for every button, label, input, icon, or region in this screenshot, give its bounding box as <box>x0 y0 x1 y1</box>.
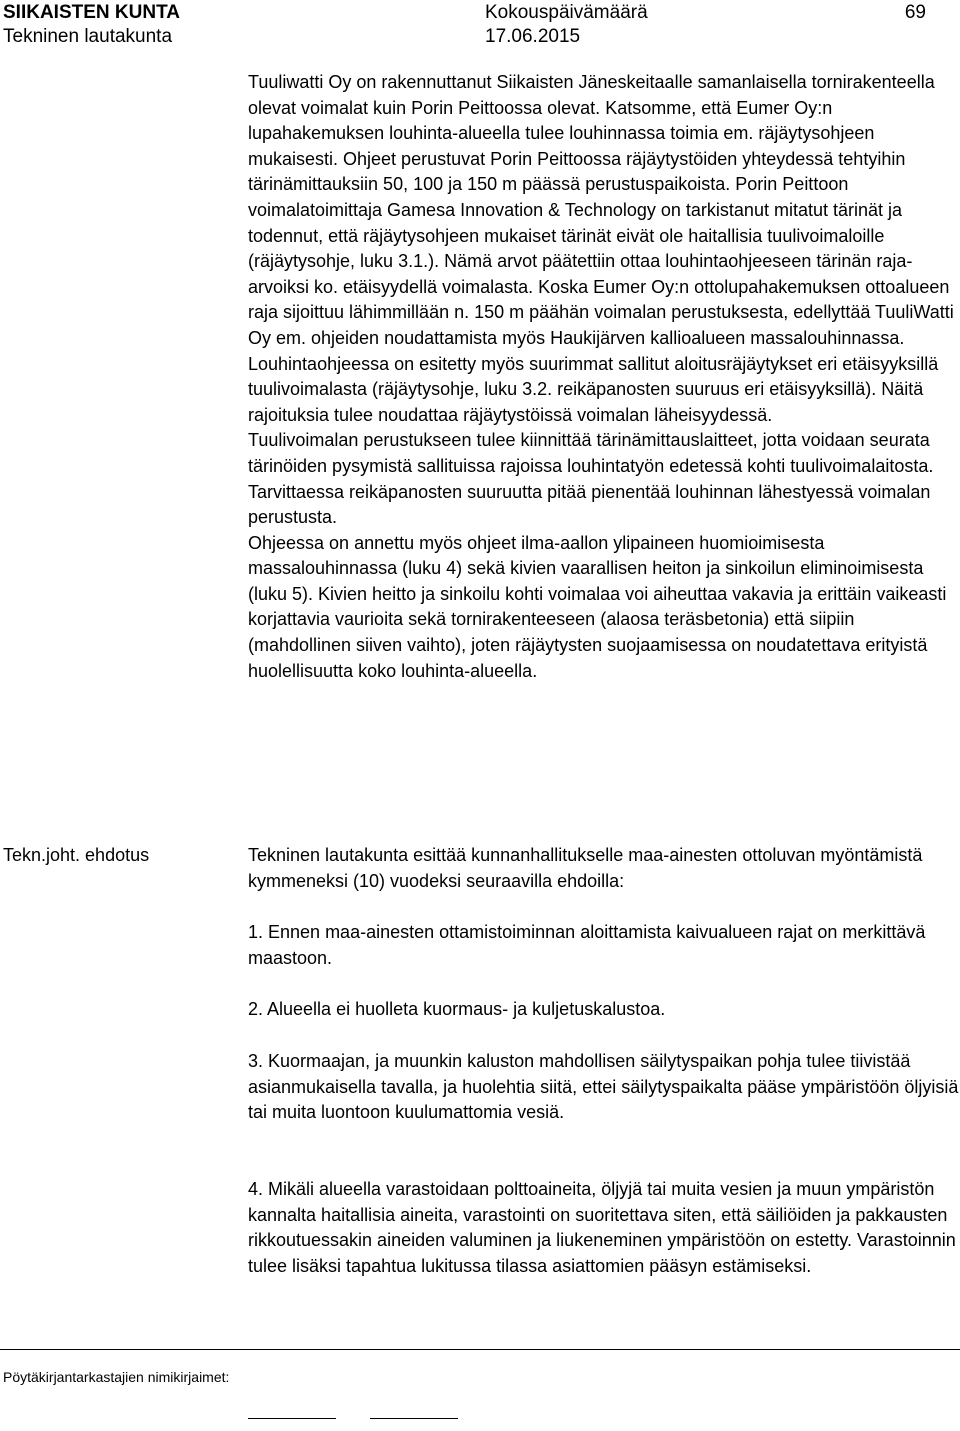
meeting-date: 17.06.2015 <box>485 26 581 47</box>
condition-item-1: 1. Ennen maa-ainesten ottamistoiminnan aloittamista kaivualueen rajat on merkittävä maastoon. <box>248 922 926 968</box>
organization-name: SIIKAISTEN KUNTA <box>3 2 180 23</box>
footer-divider <box>0 1349 960 1350</box>
main-text-block <box>248 70 960 684</box>
proposal-label: Tekn.joht. ehdotus <box>3 845 150 865</box>
proposal-intro-text: Tekninen lautakunta esittää kunnanhallitukselle maa-ainesten ottoluvan myöntämistä kymmeneksi (10) vuodeksi seuraavilla ehdoilla: <box>248 845 923 891</box>
minutes-checkers-label: Pöytäkirjantarkastajien nimikirjaimet: <box>3 1369 230 1385</box>
paragraph-tarinamittaus: Tuulivoimalan perustukseen tulee kiinnittää tärinämittauslaitteet, jotta voidaan seurata tärinöiden pysymistä sallituissa rajoissa louhintatyön edetessä kohti tuulivoimalaitosta. Tarvittaessa reikäpanosten suuruutta pitää pienentää louhinnan lähestyessä voimalan perustusta. <box>248 430 934 528</box>
page-number: 69 <box>904 2 926 23</box>
paragraph-aloitusrajaytykset: Louhintaohjeessa on esitetty myös suurimmat sallitut aloitusräjäytykset eri etäisyyksillä tuulivoimalasta (räjäytysohje, luku 3.2. reikäpanosten suuruus eri etäisyyksillä). Näitä rajoituksia tulee noudattaa räjäytystöissä voimalan läheisyydessä. <box>248 353 939 425</box>
signature-line-2 <box>370 1418 458 1419</box>
paragraph-ilma-aalto: Ohjeessa on annettu myös ohjeet ilma-aallon ylipaineen huomioimisesta massalouhinnassa (luku 4) sekä kivien vaarallisen heiton ja sinkoilun eliminoimisesta (luku 5). Kivien heitto ja sinkoilu kohti voimalaa voi aiheuttaa vakavia ja erittäin vaikeasti korjattavia vaurioita sekä tornirakenteeseen (alaosa teräsbetonia) että siipiin (mahdollinen siiven vaihto), joten räjäytysten suojaamisessa on noudatettava erityistä huolellisuutta koko louhinta-alueella. <box>248 532 947 681</box>
board-name: Tekninen lautakunta <box>3 26 173 47</box>
meeting-date-label: Kokouspäivämäärä <box>485 2 648 23</box>
condition-item-3: 3. Kuormaajan, ja muunkin kaluston mahdollisen säilytyspaikan pohja tulee tiivistää asianmukaisella tavalla, ja huolehtia siitä, ettei säilytyspaikalta pääse ympäristöön öljyisiä tai muita luontoon kuulumattomia vesiä. <box>248 1051 959 1123</box>
page-header <box>0 0 960 50</box>
paragraph-tuuliwatti: Tuuliwatti Oy on rakennuttanut Siikaisten Jäneskeitaalle samanlaisella tornirakenteella olevat voimalat kuin Porin Peittoossa olevat. Katsomme, että Eumer Oy:n lupahakemuksen louhinta-alueella tulee louhinnassa toimia em. räjäytysohjeen mukaisesti. Ohjeet perustuvat Porin Peittoossa räjäytystöiden yhteydessä tehtyihin tärinämittauksiin 50, 100 ja 150 m päässä perustuspaikoista. Porin Peittoon voimalatoimittaja Gamesa Innovation & Technology on tarkistanut mitatut tärinät ja todennut, että räjäytysohjeen mukaiset tärinät eivät ole haitallisia tuulivoimaloille (räjäytysohje, luku 3.1.). Nämä arvot päätettiin ottaa louhintaohjeeseen tärinän raja-arvoiksi ko. etäisyydellä voimalasta. Koska Eumer Oy:n ottolupahakemuksen ottoalueen raja sijoittuu lähimmillään n. 150 m päähän voimalan perustuksesta, edellyttää TuuliWatti Oy em. ohjeiden noudattamista myös Haukijärven kallioalueen massalouhinnassa. <box>248 72 954 348</box>
proposal-intro <box>248 843 960 894</box>
signature-line-1 <box>248 1418 336 1419</box>
condition-item-4: 4. Mikäli alueella varastoidaan polttoaineita, öljyjä tai muita vesien ja muun ympäristön kannalta haitallisia aineita, varastointi on suoritettava siten, että säiliöiden ja pakkausten rikkoutuessakin aineiden valuminen ja liukeneminen ympäristöön on estetty. Varastoinnin tulee lisäksi tapahtua lukitussa tilassa asiattomien pääsyn estämiseksi. <box>248 1179 956 1276</box>
condition-item-2: 2. Alueella ei huolleta kuormaus- ja kuljetuskalustoa. <box>248 999 666 1019</box>
